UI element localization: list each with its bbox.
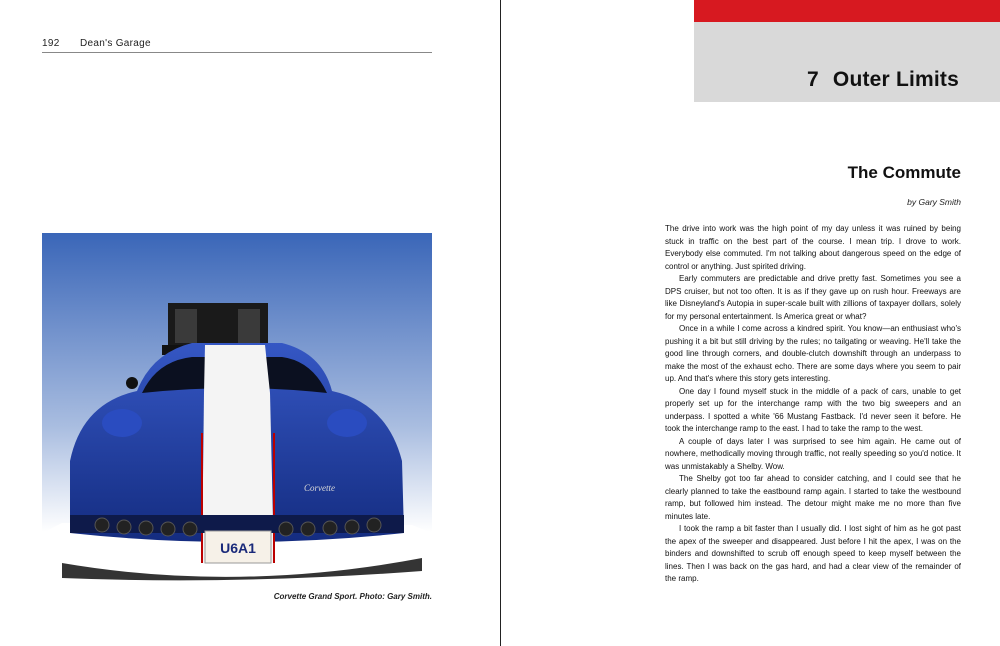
- chapter-accent-bar: [694, 0, 1000, 22]
- paragraph: I took the ramp a bit faster than I usually did. I lost sight of him as he got past the apex of the sweeper and disappeared. Just before I hit the apex, I was on the binders and downshifted to scrub off enough speed to keep myself between the lines. Then I was back on the gas hard, and had a clear view of the remainder of the ramp.: [665, 524, 961, 583]
- header-rule: [42, 52, 432, 53]
- corvette-illustration: [42, 233, 432, 585]
- running-header: [42, 38, 432, 49]
- byline: by Gary Smith: [907, 197, 961, 207]
- photo-caption: Corvette Grand Sport. Photo: Gary Smith.: [273, 592, 432, 601]
- car-badge: Corvette: [304, 483, 335, 493]
- paragraph: The drive into work was the high point of my day unless it was ruined by being stuck in traffic on the best part of the course. I mean trip. I drove to work. Everybody else commuted. I'm not talking about dangerous speed on the edge of control or anything. Just spirited driving.: [665, 224, 961, 271]
- chapter-title: Outer Limits: [832, 68, 959, 91]
- paragraph: The Shelby got too far ahead to consider catching, and I could see that he clearly planned to take the eastbound ramp again. I started to take the westbound ramp, but followed him instead. The detour might make me no more than five minutes late.: [665, 474, 961, 521]
- chapter-heading: [807, 68, 959, 92]
- chapter-number: 7: [807, 68, 819, 91]
- running-header-title: Dean's Garage: [80, 38, 151, 49]
- paragraph: One day I found myself stuck in the middle of a pack of cars, unable to get properly set up for the interchange ramp with the two big sweepers and an underpass. I spotted a white '66 Mustang Fastback. I'd never seen it before. He took the interchange ramp to the east. I had to take the ramp to the west.: [665, 386, 961, 433]
- license-plate-text: U6A1: [220, 540, 256, 556]
- paragraph: Early commuters are predictable and drive pretty fast. Sometimes you see a DPS cruiser, but not too often. It is as if they gave up on rush hour. Freeways are like Disneyland's Autopia in super-scale built with zillions of taxpayer dollars, solely for my personal entertainment. Is America great or what?: [665, 274, 961, 321]
- article-body: [665, 223, 961, 586]
- paragraph: Once in a while I come across a kindred spirit. You know—an enthusiast who's pushing it a bit but still driving by the rules; no tailgating or weaving. He'll take the good line through corners, and double-clutch downshift through an underpass to make the most of the exhaust echo. There are some days where you seem to pair up. And that's where this story gets interesting.: [665, 324, 961, 383]
- right-page: [501, 0, 1000, 646]
- article-title: The Commute: [847, 163, 961, 182]
- page-number: 192: [42, 38, 60, 49]
- car-photo: [42, 233, 432, 585]
- paragraph: A couple of days later I was surprised to see him again. He came out of nowhere, methodically moving through traffic, not really speeding so you'd notice. It was unmistakably a Shelby. Wow.: [665, 436, 961, 471]
